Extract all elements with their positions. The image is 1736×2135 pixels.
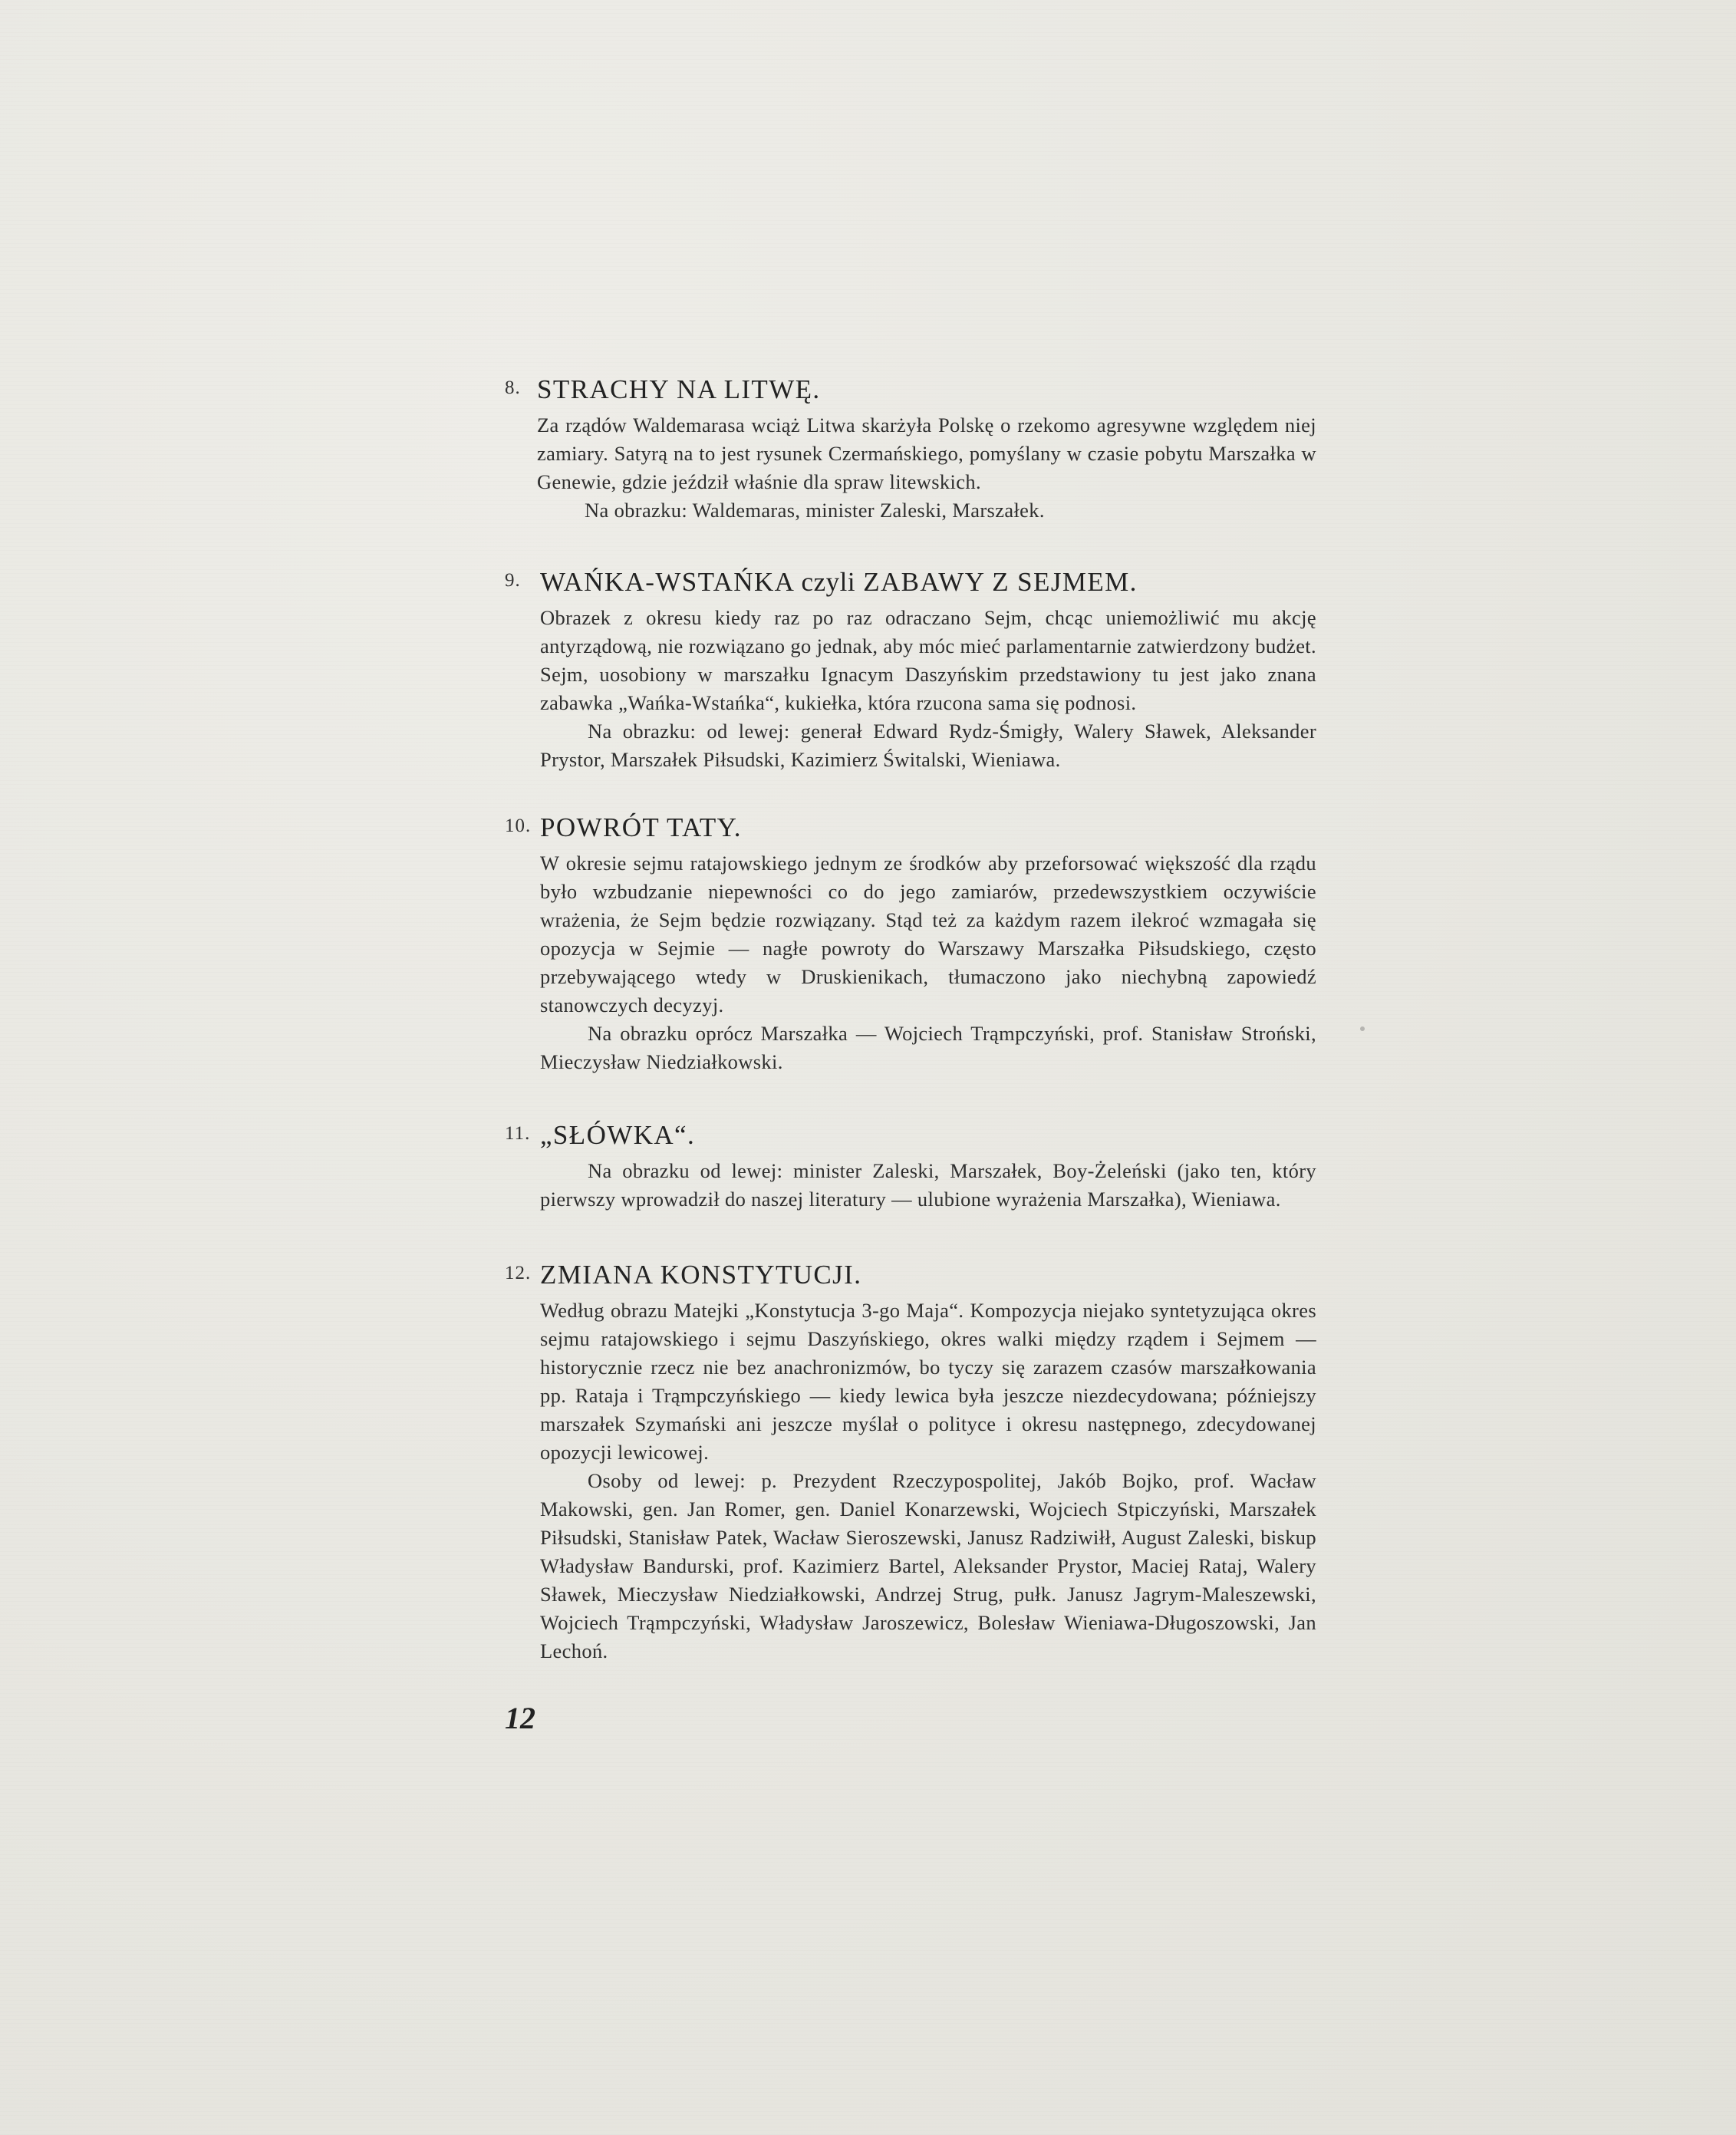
entry-caption: Osoby od lewej: p. Prezydent Rzeczypospolitej, Jakób Bojko, prof. Wacław Makowski, gen. Jan Romer, gen. Daniel Konarzewski, Wojciech Stpiczyński, Marszałek Piłsudski, Stanisław Patek, Wacław Sieroszewski, Janusz Radziwiłł, August Zaleski, biskup Władysław Bandurski, prof. Kazimierz Bartel, Aleksander Prystor, Maciej Rataj, Walery Sławek, Mieczysław Niedziałkowski, Andrzej Strug, pułk. Janusz Jagrym-Maleszewski, Wojciech Trąmpczyński, Władysław Jaroszewicz, Bolesław Wieniawa-Długoszowski, Jan Lechoń.: [540, 1469, 1316, 1662]
entry-paragraph: Za rządów Waldemarasa wciąż Litwa skarżyła Polskę o rzekomo agresywne względem niej zamiary. Satyrą na to jest rysunek Czermańskiego, pomyślany w czasie pobytu Marszałka w Genewie, gdzie jeździł właśnie dla spraw litewskich.: [537, 413, 1316, 493]
entry-paragraph: Obrazek z okresu kiedy raz po raz odraczano Sejm, chcąc uniemożliwić mu akcję antyrządową, nie rozwiązano go jednak, aby móc mieć parlamentarnie zatwierdzony budżet. Sejm, uosobiony w marszałku Ignacym Daszyńskim przedstawiony tu jest jako znana zabawka „Wańka-Wstańka“, kukiełka, która rzucona sama się podnosi.: [540, 606, 1316, 714]
entry-title-part: ZABAWY Z SEJMEM.: [863, 567, 1138, 597]
entry-title: POWRÓT TATY.: [540, 812, 742, 842]
entry-12: [505, 1257, 1316, 1665]
entry-caption: Na obrazku: Waldemaras, minister Zaleski, Marszałek.: [585, 499, 1045, 522]
entry-number: 9.: [505, 570, 521, 591]
entry-caption: Na obrazku oprócz Marszałka — Wojciech Trąmpczyński, prof. Stanisław Stroński, Mieczysław Niedziałkowski.: [540, 1022, 1316, 1073]
entry-paragraph: W okresie sejmu ratajowskiego jednym ze środków aby przeforsować większość dla rządu było wzbudzanie niepewności co do jego zamiarów, przedewszystkiem oczywiście wrażenia, że Sejm będzie rozwiązany. Stąd też za każdym razem ilekroć wzmagała się opozycja w Sejmie — nagłe powroty do Warszawy Marszałka Piłsudskiego, często przebywającego wtedy w Druskienikach, tłumaczono jako niechybną zapowiedź stanowczych decyzyj.: [540, 852, 1316, 1016]
page-number: 12: [505, 1701, 535, 1735]
entry-number: 10.: [505, 815, 532, 836]
entry-11: [505, 1118, 1316, 1214]
entry-caption: Na obrazku od lewej: minister Zaleski, Marszałek, Boy-Żeleński (jako ten, który pierwszy wprowadził do naszej literatury — ulubione wyrażenia Marszałka), Wieniawa.: [540, 1159, 1316, 1211]
entry-number: 11.: [505, 1123, 531, 1144]
entry-title: STRACHY NA LITWĘ.: [537, 374, 821, 404]
document-page: [505, 372, 1316, 1736]
entry-paragraph: Według obrazu Matejki „Konstytucja 3-go Maja“. Kompozycja niejako syntetyzująca okres sejmu ratajowskiego i sejmu Daszyńskiego, okres walki między rządem i Sejmem — historycznie rzecz nie bez anachronizmów, bo tyczy się zarazem czasów marszałkowania pp. Rataja i Trąmpczyńskiego — kiedy lewica była jeszcze niezdecydowana; późniejszy marszałek Szymański ani jeszcze myślał o polityce i okresu następnego, zdecydowanej opozycji lewicowej.: [540, 1299, 1316, 1464]
entry-title: [540, 565, 1316, 600]
entry-title-part: WAŃKA-WSTAŃKA: [540, 567, 794, 597]
paper-spot: [1360, 1026, 1365, 1031]
entry-9: [505, 565, 1316, 774]
entry-number: 12.: [505, 1263, 532, 1283]
entry-title: „SŁÓWKA“.: [540, 1120, 696, 1150]
entry-title: ZMIANA KONSTYTUCJI.: [540, 1260, 862, 1290]
entry-number: 8.: [505, 377, 521, 398]
entry-10: [505, 810, 1316, 1076]
entry-title-part: czyli: [801, 567, 856, 597]
entry-caption: Na obrazku: od lewej: generał Edward Rydz-Śmigły, Walery Sławek, Aleksander Prystor, Marszałek Piłsudski, Kazimierz Świtalski, Wieniawa.: [540, 720, 1316, 771]
entry-8: [505, 372, 1316, 525]
